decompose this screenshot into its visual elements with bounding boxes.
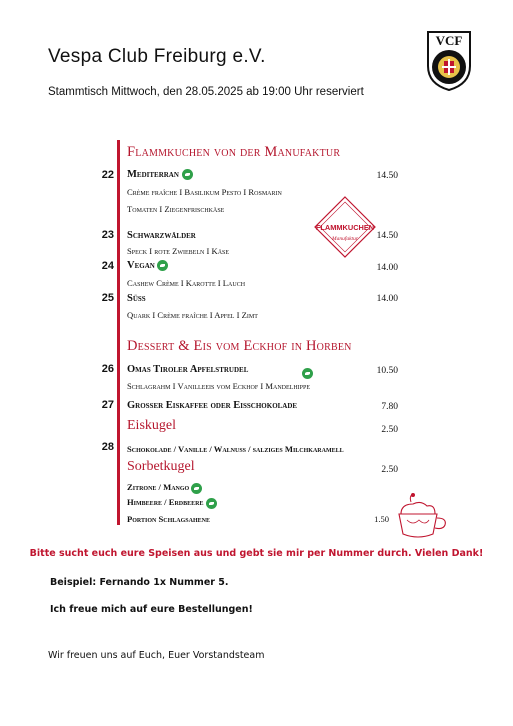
item-name-mediterran: Mediterran bbox=[127, 169, 193, 180]
extra-label: Portion Schlagsahene bbox=[127, 514, 210, 524]
item-price: 14.00 bbox=[376, 294, 398, 304]
item-name-eiskaffee: Grosser Eiskaffee oder Eisschokolade bbox=[127, 400, 298, 411]
vegetarian-leaf-icon bbox=[302, 368, 313, 379]
item-price: 14.50 bbox=[376, 171, 398, 181]
menu-accent-rule bbox=[117, 140, 120, 525]
sorbet-flavors-1: Zitrone / Mango bbox=[127, 482, 202, 494]
order-instruction: Bitte sucht euch eure Speisen aus und gebt sie mir per Nummer durch. Vielen Dank! bbox=[29, 548, 484, 559]
item-price: 14.00 bbox=[376, 263, 398, 273]
item-name-schwarzwaelder: Schwarzwälder bbox=[127, 230, 196, 241]
ice-cream-cup-icon bbox=[393, 492, 451, 542]
item-price: 10.50 bbox=[376, 366, 398, 376]
item-price: 7.80 bbox=[381, 402, 398, 412]
sorbet-flavors-2: Himbeere / Erdbeere bbox=[127, 497, 217, 509]
item-number: 26 bbox=[101, 363, 114, 375]
stamp-text: FLAMMKUCHEN bbox=[315, 223, 375, 232]
extra-price: 1.50 bbox=[374, 514, 389, 524]
item-description: Speck I rote Zwiebeln I Käse bbox=[127, 246, 230, 256]
reservation-subtitle: Stammtisch Mittwoch, den 28.05.2025 ab 19:00 Uhr reserviert bbox=[48, 86, 364, 98]
item-description: Tomaten I Ziegenfrischkäse bbox=[127, 204, 225, 214]
eiskugel-title: Eiskugel bbox=[127, 418, 176, 433]
eiskugel-flavors: Schokolade / Vanille / Walnuss / salziges Milchkaramell bbox=[127, 444, 344, 454]
item-description: Cashew Crème I Karotte I Lauch bbox=[127, 278, 246, 288]
vegetarian-leaf-icon bbox=[182, 169, 193, 180]
item-name-suess: Süss bbox=[127, 293, 146, 304]
club-logo bbox=[424, 30, 474, 92]
sorbet-title: Sorbetkugel bbox=[127, 459, 195, 474]
eiskugel-price: 2.50 bbox=[381, 425, 398, 435]
sorbet-price: 2.50 bbox=[381, 465, 398, 475]
item-number: 28 bbox=[101, 441, 114, 453]
item-number: 23 bbox=[101, 229, 114, 241]
closing-note: Ich freue mich auf eure Bestellungen! bbox=[50, 604, 253, 615]
page-title: Vespa Club Freiburg e.V. bbox=[48, 46, 266, 67]
logo-text: VCF bbox=[435, 33, 463, 48]
item-name-apfelstrudel: Omas Tiroler Apfelstrudel bbox=[127, 364, 249, 375]
item-description: Schlagrahm I Vanilleeis vom Eckhof I Mandelhippe bbox=[127, 381, 311, 391]
item-number: 22 bbox=[101, 169, 114, 181]
stamp-subtext: Manufaktur bbox=[332, 236, 358, 242]
vegan-leaf-icon bbox=[206, 498, 217, 509]
order-example: Beispiel: Fernando 1x Nummer 5. bbox=[50, 577, 229, 588]
item-number: 27 bbox=[101, 399, 114, 411]
item-description: Quark I Crème fraîche I Apfel I Zimt bbox=[127, 310, 258, 320]
footer-signature: Wir freuen uns auf Euch, Euer Vorstandsteam bbox=[48, 650, 265, 661]
item-description: Crème fraîche I Basilikum Pesto I Rosmarin bbox=[127, 187, 282, 197]
item-price: 14.50 bbox=[376, 231, 398, 241]
section-title-flammkuchen: Flammkuchen von der Manufaktur bbox=[127, 144, 341, 160]
item-number: 25 bbox=[101, 292, 114, 304]
item-name-vegan: Vegan bbox=[127, 260, 168, 271]
vegan-leaf-icon bbox=[157, 260, 168, 271]
item-number: 24 bbox=[101, 260, 114, 272]
vegan-leaf-icon bbox=[191, 483, 202, 494]
section-title-dessert: Dessert & Eis vom Eckhof in Horben bbox=[127, 338, 352, 354]
flammkuchen-stamp bbox=[313, 195, 377, 259]
